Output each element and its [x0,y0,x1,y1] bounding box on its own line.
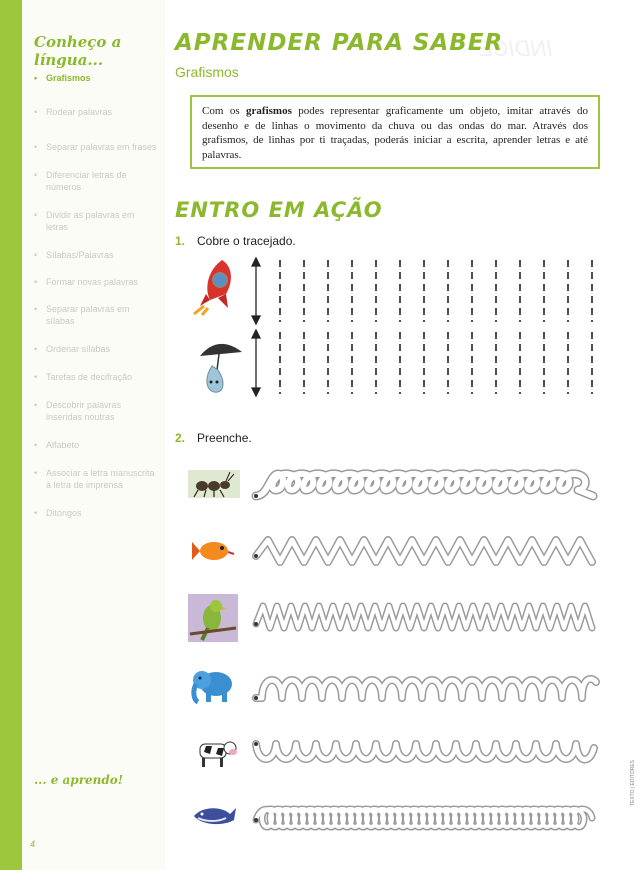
tight-zigzag-tracing-row [248,598,603,638]
topic-item: • Sílabas/Palavras [34,249,159,261]
page-number: 4 [30,839,36,849]
exercise-2-instruction [175,431,252,445]
topic-item: • Dividir as palavras em letras [34,209,159,233]
info-text-end: podes representar graficamente um objeto, imitar através do desenho e de linhas o movimento da chuva ou das ondas do mar. Através dos grafismos, de linhas por ti traçadas, poderás iniciar a escrita, aprender letras e até palavras. [202,105,588,161]
zigzag-tracing-row [248,532,603,572]
topic-item: • Descobrir palavras inseridas noutras [34,399,159,423]
exercise-number: 1. [175,234,186,248]
fish-icon [192,538,234,564]
exercise-1-instruction [175,234,296,248]
topic-item: • Alfabeto [34,439,159,451]
oval-tracing-row [248,800,603,836]
umbrella-drop-icon [196,338,246,396]
ant-icon [188,470,240,498]
page-subtitle: Grafismos [175,64,239,80]
tracing-area-rain [248,258,608,398]
sidebar-footer: ... e aprendo! [34,773,124,787]
page-title: APRENDER PARA SABER [175,30,504,56]
topic-item: • Separar palavras em sílabas [34,303,159,327]
topic-item: • Ordenar sílabas [34,343,159,355]
exercise-text: Cobre o tracejado. [197,234,296,248]
cup-tracing-row [248,734,603,774]
topic-item: • Tarefas de decifração [34,371,159,383]
topic-item: • Rodear palavras [34,106,159,118]
topics-list [34,72,159,519]
loop-tracing-row [248,466,603,504]
info-box [190,95,600,169]
sidebar-accent-bar [0,0,22,870]
section-title: ENTRO EM AÇÃO [175,198,383,222]
topic-item: • Grafismos [34,72,159,84]
arch-tracing-row [248,668,603,708]
sidebar-title: Conheço a língua... [34,33,122,69]
parrot-icon [188,594,238,642]
topic-item: • Associar a letra manuscrita à letra de imprensa [34,467,159,491]
cow-icon [192,736,238,770]
whale-icon [190,800,238,830]
info-text-start: Com os [202,105,247,117]
exercise-number: 2. [175,431,186,445]
faint-background-text: INDICE [478,36,553,61]
exercise-text: Preenche. [197,431,252,445]
rocket-icon [192,258,238,316]
topic-item: • Formar novas palavras [34,276,159,288]
topic-item: • Separar palavras em frases [34,141,159,153]
sidebar [0,0,165,870]
topic-item: • Ditongos [34,507,159,519]
info-keyword: grafismos [246,105,292,117]
publisher-edge-text: TEXTO | EDITORES [630,760,636,807]
elephant-icon [188,666,238,706]
topic-item: • Diferenciar letras de números [34,169,159,193]
